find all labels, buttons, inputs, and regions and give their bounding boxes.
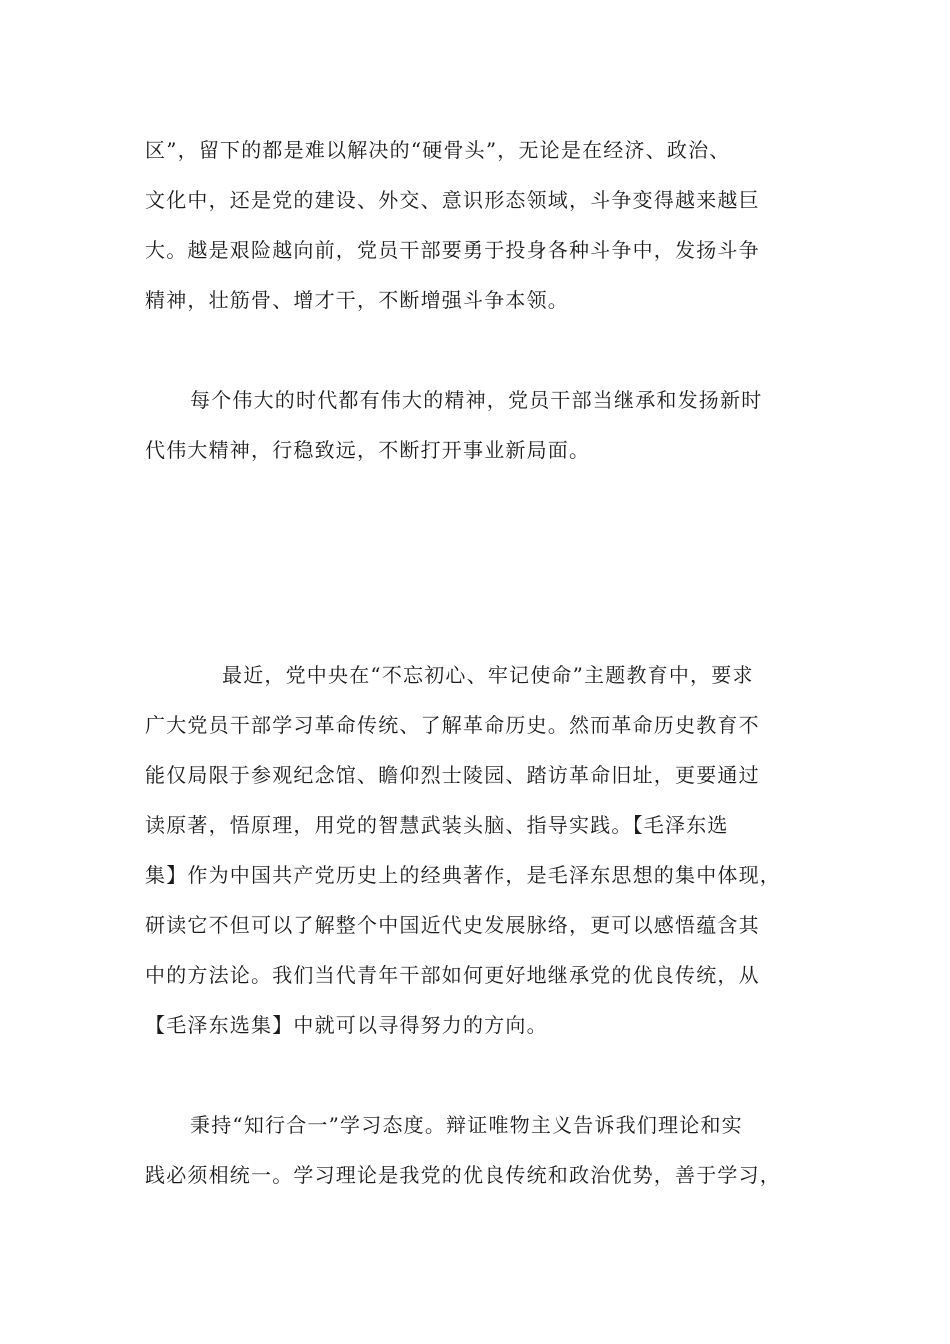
text-line: 每个伟大的时代都有伟大的精神，党员干部当继承和发扬新时 — [190, 388, 763, 412]
text-line: 能仅局限于参观纪念馆、瞻仰烈士陵园、踏访革命旧址，更要通过 — [145, 763, 760, 787]
text-line: 中的方法论。我们当代青年干部如何更好地继承党的优良传统，从 — [145, 963, 760, 987]
text-line: 最近，党中央在“不忘初心、牢记使命”主题教育中，要求 — [222, 663, 754, 687]
text-line: 秉持“知行合一”学习态度。辩证唯物主义告诉我们理论和实 — [190, 1113, 743, 1137]
text-line: 践必须相统一。学习理论是我党的优良传统和政治优势，善于学习， — [145, 1163, 781, 1187]
text-line: 精神，壮筋骨、增才干，不断增强斗争本领。 — [145, 288, 569, 312]
text-line: 集】作为中国共产党历史上的经典著作，是毛泽东思想的集中体现， — [145, 863, 781, 887]
text-line: 读原著，悟原理，用党的智慧武装头脑、指导实践。【毛泽东选 — [145, 813, 729, 837]
text-line: 代伟大精神，行稳致远，不断打开事业新局面。 — [145, 438, 591, 462]
text-line: 研读它不但可以了解整个中国近代史发展脉络，更可以感悟蕴含其 — [145, 913, 760, 937]
text-line: 大。越是艰险越向前，党员干部要勇于投身各种斗争中，发扬斗争 — [145, 238, 760, 262]
text-line: 文化中，还是党的建设、外交、意识形态领域，斗争变得越来越巨 — [145, 188, 760, 212]
text-line: 广大党员干部学习革命传统、了解革命历史。然而革命历史教育不 — [145, 713, 760, 737]
text-line: 【毛泽东选集】中就可以寻得努力的方向。 — [145, 1013, 548, 1037]
text-line: 区”，留下的都是难以解决的“硬骨头”，无论是在经济、政治、 — [145, 138, 731, 162]
